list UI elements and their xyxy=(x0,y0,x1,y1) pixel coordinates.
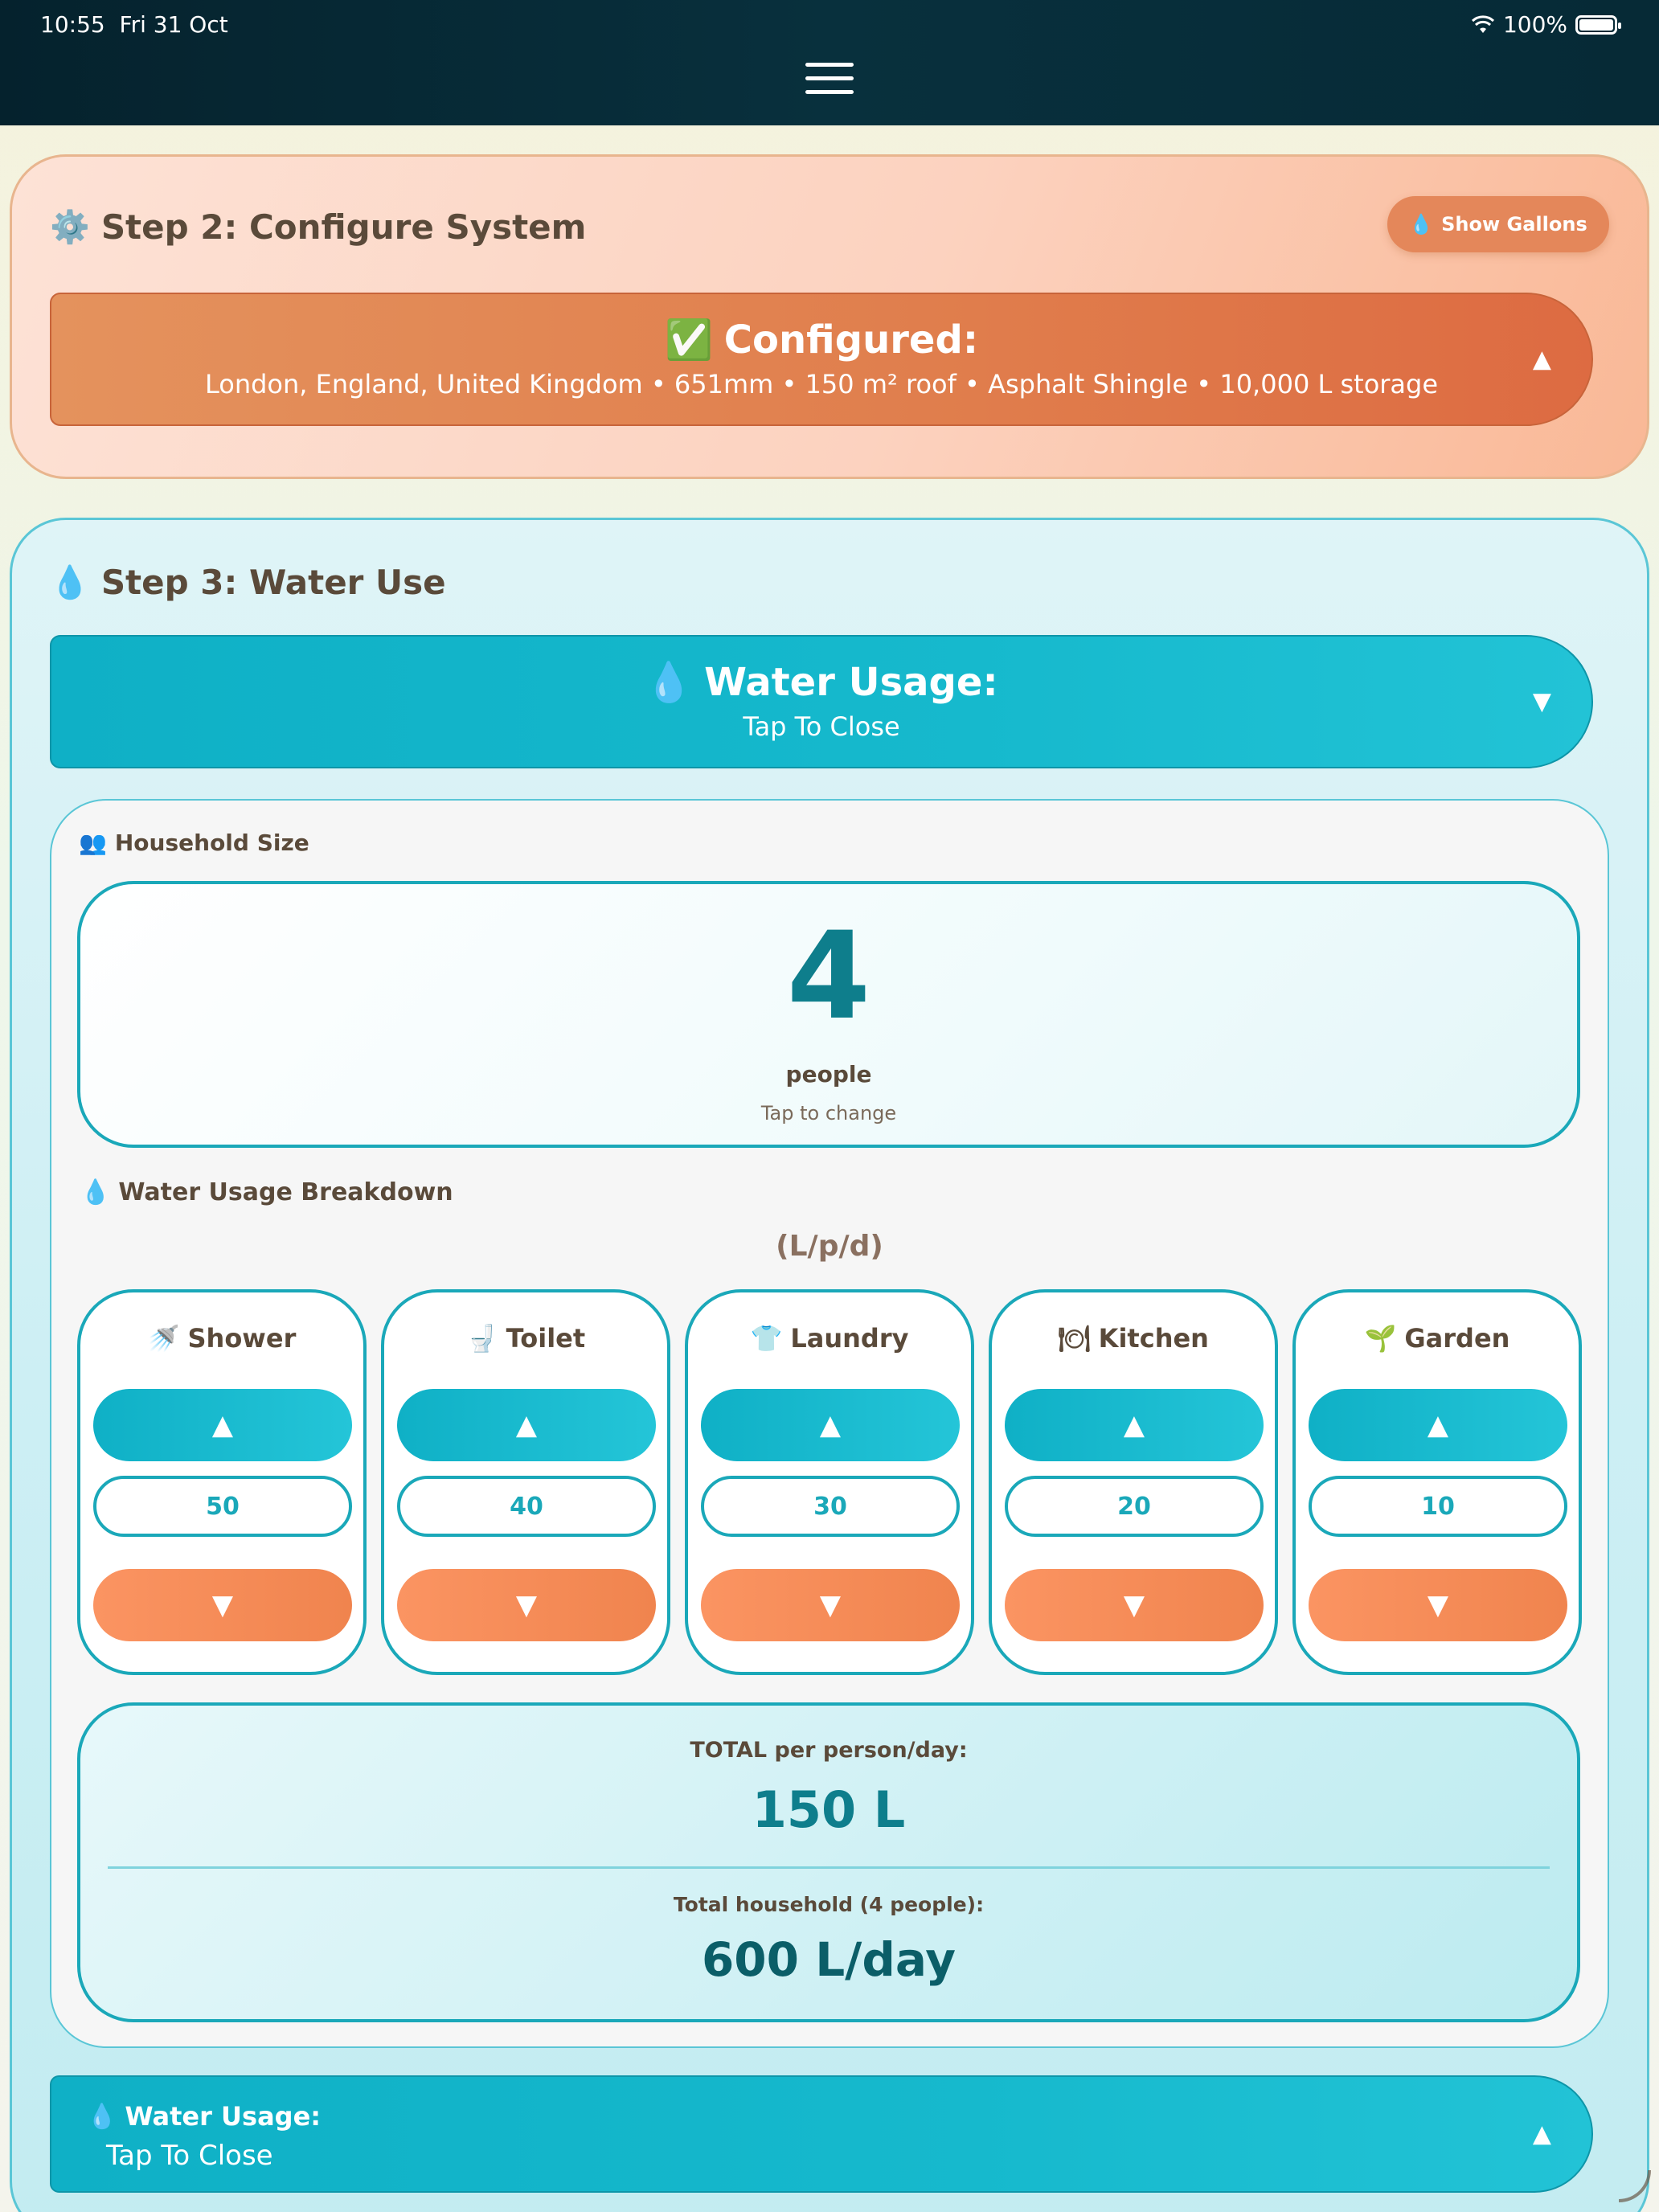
bottom-banner-subtitle: Tap To Close xyxy=(106,2140,273,2172)
kitchen-value[interactable]: 20 xyxy=(1005,1476,1264,1537)
laundry-decrease-button[interactable] xyxy=(701,1569,960,1641)
wifi-icon xyxy=(1471,15,1495,35)
plate-icon: 🍽 xyxy=(1058,1323,1091,1354)
arrow-down-icon: ▼ xyxy=(1427,1589,1449,1621)
droplet-icon: 💧 xyxy=(1409,213,1434,236)
category-card-garden xyxy=(1292,1289,1582,1675)
kitchen-increase-button[interactable] xyxy=(1005,1389,1264,1461)
status-right xyxy=(1471,11,1617,38)
shower-value[interactable]: 50 xyxy=(93,1476,352,1537)
household-total-value: 600 L/day xyxy=(701,1932,956,1987)
status-time xyxy=(40,11,228,38)
shower-decrease-button[interactable] xyxy=(93,1569,352,1641)
arrow-up-icon: ▲ xyxy=(211,1409,234,1441)
category-card-kitchen xyxy=(989,1289,1278,1675)
category-name: Toilet xyxy=(506,1323,586,1354)
battery-percent: 100% xyxy=(1502,11,1567,38)
configured-title-text: Configured: xyxy=(723,317,979,363)
garden-value[interactable]: 10 xyxy=(1309,1476,1567,1537)
breakdown-label xyxy=(80,1178,453,1206)
category-name: Garden xyxy=(1404,1323,1510,1354)
category-title xyxy=(1296,1323,1579,1354)
menu-line xyxy=(805,63,854,67)
menu-line xyxy=(805,90,854,94)
checkmark-icon: ✅ xyxy=(664,317,713,363)
breakdown-label-text: Water Usage Breakdown xyxy=(118,1178,453,1206)
category-name: Kitchen xyxy=(1098,1323,1209,1354)
time-text: 10:55 xyxy=(40,11,105,38)
category-title xyxy=(992,1323,1275,1354)
arrow-up-icon: ▲ xyxy=(1427,1409,1449,1441)
household-size-label xyxy=(79,830,309,856)
shirt-icon: 👕 xyxy=(750,1323,783,1354)
water-usage-title xyxy=(51,659,1591,705)
droplet-icon: 💧 xyxy=(50,563,90,601)
gear-icon: ⚙️ xyxy=(50,208,90,246)
menu-line xyxy=(805,76,854,80)
bottom-banner-title xyxy=(87,2101,321,2132)
category-card-shower xyxy=(77,1289,367,1675)
water-usage-subtitle: Tap To Close xyxy=(743,711,900,742)
seedling-icon: 🌱 xyxy=(1364,1323,1397,1354)
toilet-decrease-button[interactable] xyxy=(397,1569,656,1641)
water-usage-title-text: Water Usage: xyxy=(704,659,998,705)
configured-summary: London, England, United Kingdom • 651mm • 150 m² roof • Asphalt Shingle • 10,000 L storage xyxy=(204,369,1439,399)
app-header xyxy=(0,0,1659,125)
toilet-icon: 🚽 xyxy=(465,1323,498,1354)
household-count: 4 xyxy=(786,907,871,1047)
category-title xyxy=(384,1323,667,1354)
droplet-icon: 💧 xyxy=(80,1178,111,1206)
household-unit: people xyxy=(785,1061,872,1088)
water-usage-banner[interactable] xyxy=(50,635,1593,768)
bottom-banner-title-text: Water Usage: xyxy=(125,2101,322,2132)
kitchen-decrease-button[interactable] xyxy=(1005,1569,1264,1641)
droplet-icon: 💧 xyxy=(87,2102,117,2131)
arrow-down-icon: ▼ xyxy=(1123,1589,1145,1621)
arrow-up-icon: ▲ xyxy=(515,1409,538,1441)
arrow-up-icon: ▲ xyxy=(819,1409,842,1441)
arrow-down-icon: ▼ xyxy=(515,1589,538,1621)
step2-title xyxy=(50,207,586,247)
step3-title-text: Step 3: Water Use xyxy=(100,563,446,602)
date-text: Fri 31 Oct xyxy=(119,11,228,38)
per-person-label: TOTAL per person/day: xyxy=(690,1738,968,1763)
category-name: Shower xyxy=(187,1323,297,1354)
arrow-up-icon: ▲ xyxy=(1123,1409,1145,1441)
breakdown-unit: (L/p/d) xyxy=(776,1230,883,1263)
configured-title xyxy=(51,317,1591,363)
household-total-label: Total household (4 people): xyxy=(673,1893,985,1916)
step3-title xyxy=(50,563,446,602)
water-usage-close-banner[interactable] xyxy=(50,2075,1593,2193)
shower-icon: 🚿 xyxy=(147,1323,180,1354)
battery-icon xyxy=(1575,15,1617,35)
category-title xyxy=(80,1323,363,1354)
totals-divider xyxy=(108,1866,1550,1869)
category-title xyxy=(688,1323,971,1354)
arrow-down-icon: ▼ xyxy=(211,1589,234,1621)
chevron-down-icon: ▼ xyxy=(1532,687,1551,716)
laundry-value[interactable]: 30 xyxy=(701,1476,960,1537)
show-gallons-button[interactable] xyxy=(1387,196,1609,252)
show-gallons-label: Show Gallons xyxy=(1441,213,1587,236)
droplet-icon: 💧 xyxy=(645,660,694,705)
garden-decrease-button[interactable] xyxy=(1309,1569,1567,1641)
garden-increase-button[interactable] xyxy=(1309,1389,1567,1461)
chevron-up-icon: ▲ xyxy=(1532,2120,1551,2149)
household-size-selector[interactable] xyxy=(77,881,1580,1148)
toilet-value[interactable]: 40 xyxy=(397,1476,656,1537)
category-name: Laundry xyxy=(790,1323,909,1354)
category-card-toilet xyxy=(381,1289,670,1675)
toilet-increase-button[interactable] xyxy=(397,1389,656,1461)
configured-banner[interactable] xyxy=(50,293,1593,426)
per-person-value: 150 L xyxy=(752,1780,906,1839)
laundry-increase-button[interactable] xyxy=(701,1389,960,1461)
category-card-laundry xyxy=(685,1289,974,1675)
step2-title-text: Step 2: Configure System xyxy=(100,207,587,247)
household-hint: Tap to change xyxy=(760,1102,897,1124)
household-size-label-text: Household Size xyxy=(114,830,309,856)
totals-box xyxy=(77,1702,1580,2022)
chevron-up-icon: ▲ xyxy=(1532,345,1551,374)
arrow-down-icon: ▼ xyxy=(819,1589,842,1621)
menu-button[interactable] xyxy=(805,63,854,95)
people-icon: 👥 xyxy=(79,830,107,856)
shower-increase-button[interactable] xyxy=(93,1389,352,1461)
